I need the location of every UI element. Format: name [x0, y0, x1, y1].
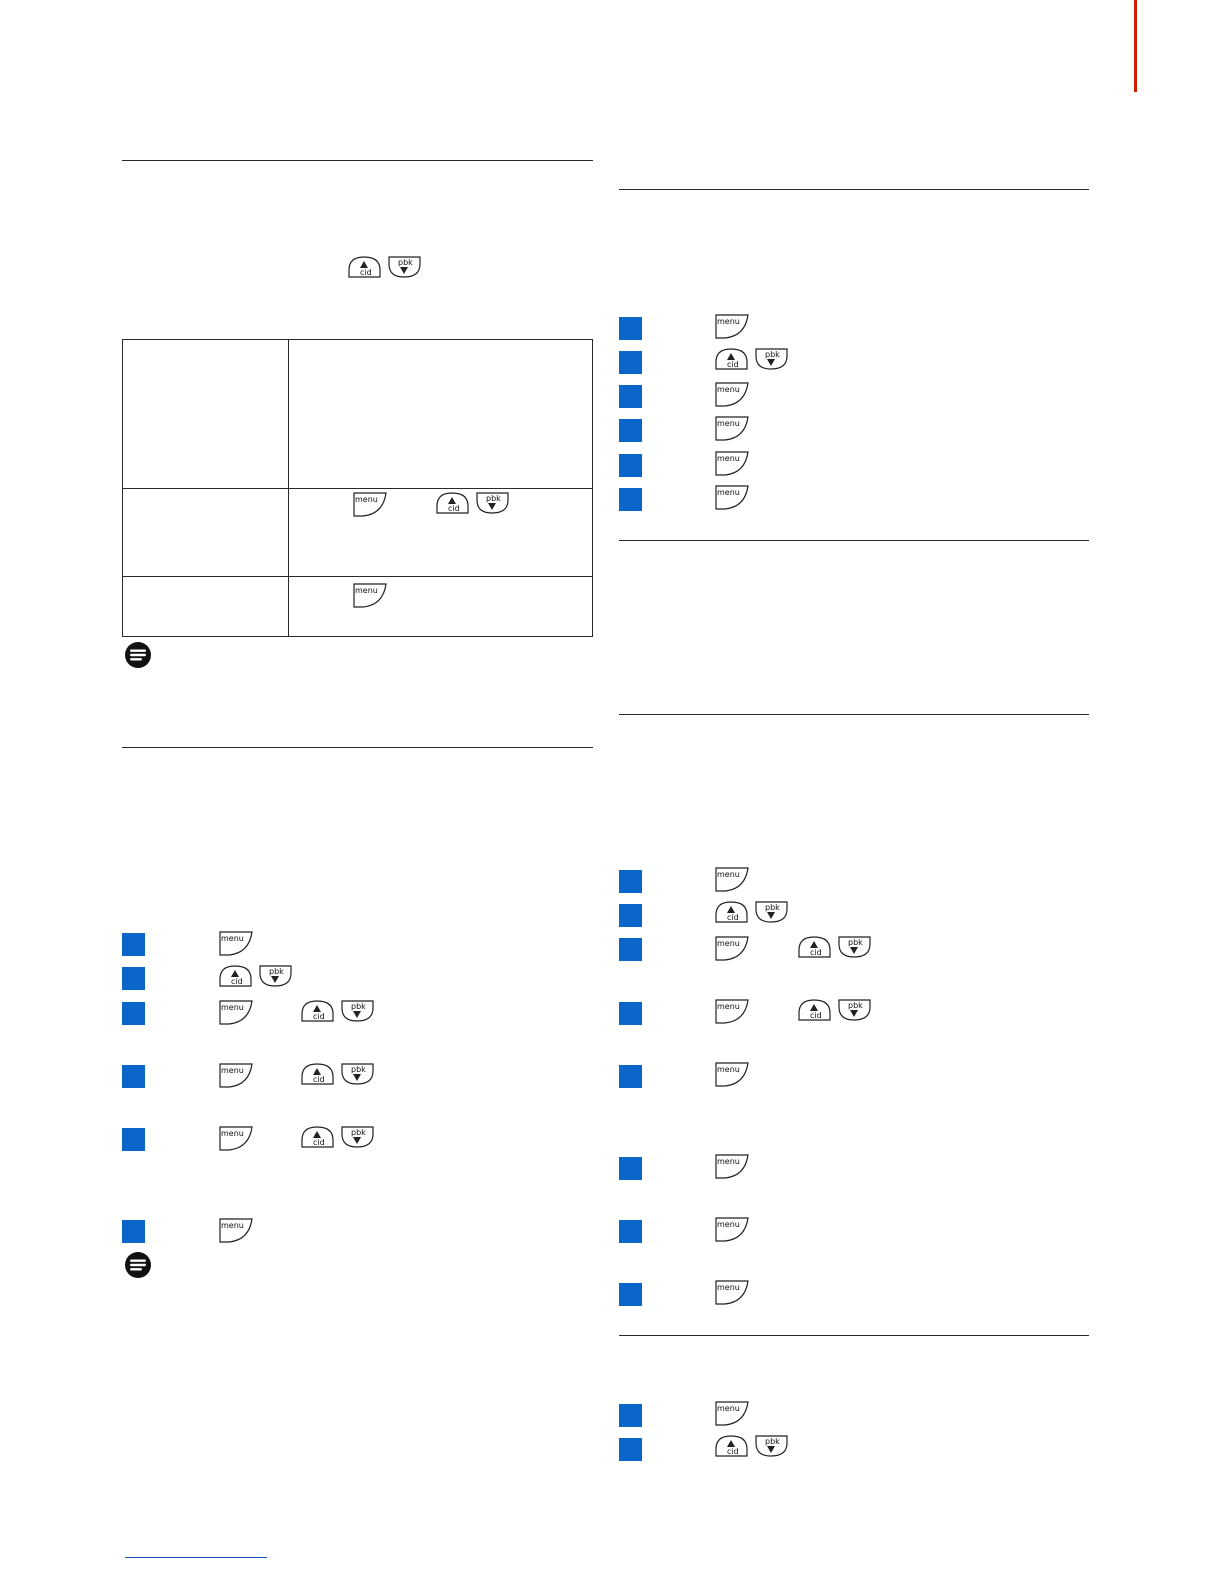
menu-key-icon [715, 382, 749, 408]
svg-text:menu: menu [717, 1002, 740, 1011]
step-marker [122, 933, 145, 956]
pbk-down-key-icon [838, 999, 872, 1021]
svg-text:menu: menu [355, 586, 378, 595]
pbk-down-key-icon [755, 901, 789, 923]
menu-key-icon [715, 936, 749, 962]
svg-text:menu: menu [717, 1404, 740, 1413]
svg-text:menu: menu [221, 1066, 244, 1075]
svg-text:menu: menu [717, 454, 740, 463]
menu-key-icon [715, 485, 749, 511]
menu-key-icon [715, 451, 749, 477]
section-divider [619, 1335, 1089, 1336]
menu-key-icon [219, 931, 253, 957]
pbk-down-key-icon [476, 492, 510, 514]
section-divider [122, 160, 593, 161]
svg-text:menu: menu [221, 1003, 244, 1012]
step-marker [122, 967, 145, 990]
svg-text:pbk: pbk [765, 350, 780, 359]
table-row-divider [123, 576, 592, 577]
svg-text:pbk: pbk [398, 258, 413, 267]
svg-text:cid: cid [810, 948, 822, 957]
footer-line [125, 1557, 267, 1558]
svg-text:menu: menu [717, 939, 740, 948]
pbk-down-key-icon [341, 1063, 375, 1085]
menu-key-icon [219, 1126, 253, 1152]
svg-text:menu: menu [355, 495, 378, 504]
cid-up-key-icon [715, 348, 749, 370]
step-marker [619, 419, 642, 442]
svg-text:pbk: pbk [351, 1002, 366, 1011]
svg-text:menu: menu [717, 1220, 740, 1229]
cid-up-key-icon [798, 999, 832, 1021]
step-marker [619, 454, 642, 477]
pbk-down-key-icon [341, 1000, 375, 1022]
svg-text:cid: cid [727, 913, 739, 922]
svg-text:menu: menu [221, 1129, 244, 1138]
svg-text:menu: menu [717, 870, 740, 879]
section-divider [122, 747, 593, 748]
cid-up-key-icon [219, 965, 253, 987]
svg-text:menu: menu [717, 488, 740, 497]
step-marker [619, 488, 642, 511]
section-divider [619, 540, 1089, 541]
menu-key-icon [353, 492, 387, 518]
svg-text:menu: menu [717, 1065, 740, 1074]
step-marker [619, 317, 642, 340]
step-marker [619, 1157, 642, 1180]
svg-text:pbk: pbk [765, 903, 780, 912]
table-row-divider [123, 488, 592, 489]
step-marker [619, 870, 642, 893]
menu-key-icon [715, 314, 749, 340]
menu-key-icon [715, 1154, 749, 1180]
step-marker [619, 1220, 642, 1243]
menu-key-icon [715, 1217, 749, 1243]
svg-text:pbk: pbk [269, 967, 284, 976]
menu-key-icon [715, 416, 749, 442]
note-icon [124, 641, 152, 669]
step-marker [619, 904, 642, 927]
pbk-down-key-icon [341, 1126, 375, 1148]
svg-text:cid: cid [313, 1075, 325, 1084]
cid-up-key-icon [436, 492, 470, 514]
svg-text:pbk: pbk [848, 1001, 863, 1010]
cid-up-key-icon [301, 1126, 335, 1148]
svg-text:pbk: pbk [848, 938, 863, 947]
step-marker [619, 938, 642, 961]
cid-up-key-icon [301, 1063, 335, 1085]
menu-key-icon [219, 1063, 253, 1089]
svg-text:pbk: pbk [765, 1437, 780, 1446]
svg-text:cid: cid [360, 268, 372, 277]
step-marker [122, 1220, 145, 1243]
pbk-down-key-icon [838, 936, 872, 958]
svg-text:cid: cid [313, 1012, 325, 1021]
page-edge-marker [1134, 0, 1137, 92]
step-marker [619, 1404, 642, 1427]
svg-text:menu: menu [221, 1221, 244, 1230]
section-divider [619, 714, 1089, 715]
cid-up-key-icon [715, 1435, 749, 1457]
menu-key-icon [219, 1218, 253, 1244]
menu-key-icon [219, 1000, 253, 1026]
svg-text:cid: cid [313, 1138, 325, 1147]
cid-up-key-icon [301, 1000, 335, 1022]
menu-key-icon [715, 867, 749, 893]
cid-up-key-icon [798, 936, 832, 958]
svg-text:cid: cid [448, 504, 460, 513]
cid-up-key-icon [348, 256, 382, 278]
pbk-down-key-icon [755, 1435, 789, 1457]
pbk-down-key-icon [755, 348, 789, 370]
menu-key-icon [715, 1401, 749, 1427]
svg-text:cid: cid [810, 1011, 822, 1020]
svg-text:menu: menu [717, 1283, 740, 1292]
step-marker [619, 1438, 642, 1461]
menu-key-icon [715, 1062, 749, 1088]
svg-text:menu: menu [221, 934, 244, 943]
svg-text:cid: cid [727, 1447, 739, 1456]
section-divider [619, 189, 1089, 190]
menu-key-icon [715, 999, 749, 1025]
step-marker [122, 1128, 145, 1151]
pbk-down-key-icon [388, 256, 422, 278]
svg-text:cid: cid [727, 360, 739, 369]
step-marker [619, 385, 642, 408]
svg-text:menu: menu [717, 385, 740, 394]
svg-text:pbk: pbk [351, 1065, 366, 1074]
svg-text:menu: menu [717, 1157, 740, 1166]
pbk-down-key-icon [259, 965, 293, 987]
step-marker [122, 1002, 145, 1025]
menu-key-icon [353, 583, 387, 609]
menu-key-icon [715, 1280, 749, 1306]
note-icon [124, 1251, 152, 1279]
step-marker [619, 1065, 642, 1088]
svg-text:menu: menu [717, 317, 740, 326]
svg-text:cid: cid [231, 977, 243, 986]
step-marker [619, 1283, 642, 1306]
cid-up-key-icon [715, 901, 749, 923]
svg-text:pbk: pbk [351, 1128, 366, 1137]
svg-text:pbk: pbk [486, 494, 501, 503]
step-marker [619, 1002, 642, 1025]
step-marker [122, 1065, 145, 1088]
svg-text:menu: menu [717, 419, 740, 428]
step-marker [619, 351, 642, 374]
